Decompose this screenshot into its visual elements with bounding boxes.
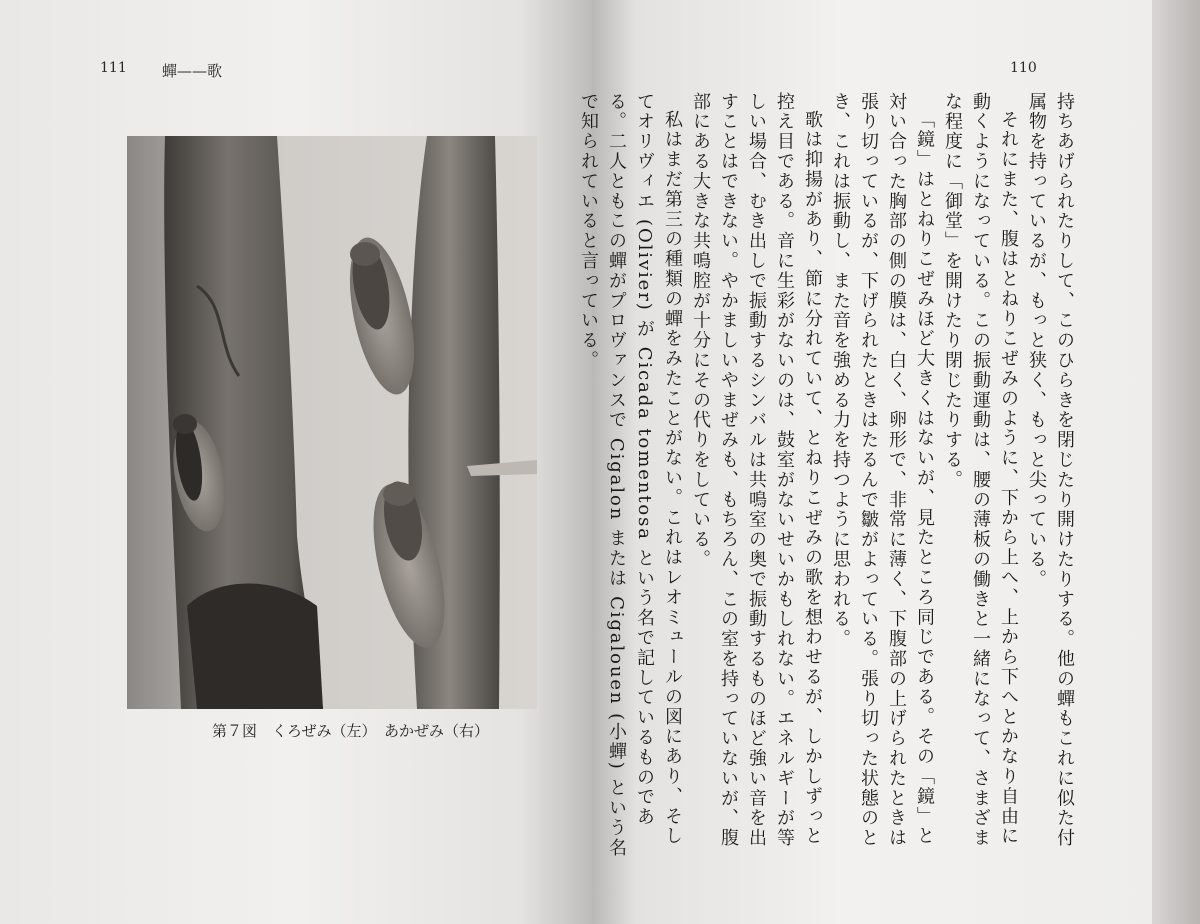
paragraph: 歌は抑揚があり、節に分れていて、とねりこぜみの歌を想わせるが、しかしずっと控え目である。音に生彩がないのは、鼓室がないせいかもしれない。エネルギーが等しい場合、むき出しで振動するシンバルは共鳴室の奥で振動するものほど強い音を出すことはできない。やかましいやまぜみも、もちろん、この室を持っていないが、腹部にある大きな共鳴腔が十分にその代りをしている。 (690, 92, 823, 849)
figure-caption: 第７図 くろぜみ（左） あかぜみ（右） (212, 722, 490, 740)
figure-photo (127, 136, 537, 709)
page-number-right: 110 (1010, 60, 1037, 76)
left-page (0, 0, 592, 924)
paragraph: 私はまだ第三の種類の蟬をみたことがない。これはレオミュールの図にあり、そしてオリヴィエ (Olivier) が Cicada tomentosa という名で記しているものである。二人ともこの蟬がプロヴァンスで Cigalon または Cigalouen (小蟬) という名で知られていると言っている。 (578, 92, 683, 858)
vertical-body-text (578, 92, 1078, 862)
book-edge (1152, 0, 1200, 924)
running-head: 蟬——歌 (162, 62, 223, 80)
paragraph: それにまた、腹はとねりこぜみのように、下から上へ、上から下へとかなり自由に動くようになっている。この振動運動は、腰の薄板の働きと一緒になって、さまざまな程度に「御堂」を開けたり閉じたりする。 (942, 92, 1019, 849)
paragraph: 持ちあげられたりして、このひらきを閉じたり開けたりする。他の蟬もこれに似た付属物を持っているが、もっと狭く、もっと尖っている。 (1026, 92, 1075, 849)
cicadas-on-branches-photo (127, 136, 537, 709)
page-number-left: 111 (100, 60, 127, 76)
show-through-text (84, 90, 540, 130)
paragraph: 「鏡」はとねりこぜみほど大きくはないが、見たところ同じである。その「鏡」と対い合った胸部の側の膜は、白く、卵形で、非常に薄く、下腹部の上げられたときは張り切っているが、下げられたときはたるんで皺がよっている。張り切った状態のとき、これは振動し、また音を強める力を持つように思われる。 (830, 92, 935, 849)
